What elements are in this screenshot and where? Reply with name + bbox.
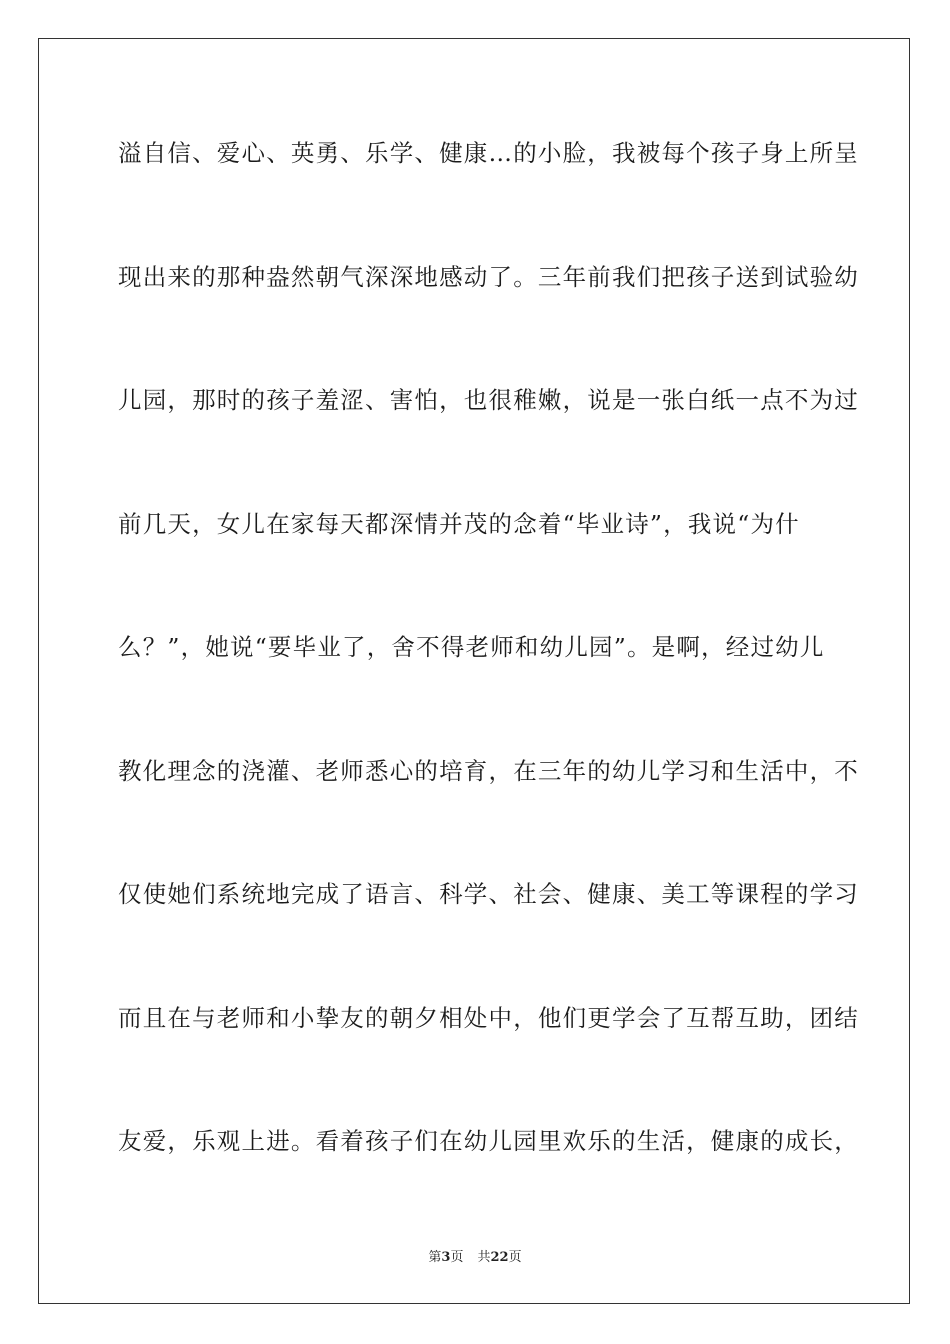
page-footer — [0, 1246, 950, 1265]
text-line-7: 仅使她们系统地完成了语言、科学、社会、健康、美工等课程的学习 — [118, 880, 859, 908]
text-line-2: 现出来的那种盎然朝气深深地感动了。三年前我们把孩子送到试验幼 — [118, 262, 859, 291]
text-line-9: 友爱，乐观上进。看着孩子们在幼儿园里欢乐的生活，健康的成长， — [118, 1127, 859, 1155]
text-line-5: 么？”，她说“要毕业了，舍不得老师和幼儿园”。是啊，经过幼儿 — [118, 633, 825, 661]
text-line-8: 而且在与老师和小挚友的朝夕相处中，他们更学会了互帮互助，团结 — [118, 1003, 859, 1032]
page-suffix: 页 — [450, 1250, 464, 1265]
text-line-1: 溢自信、爱心、英勇、乐学、健康…的小脸，我被每个孩子身上所呈 — [118, 139, 859, 167]
document-body — [118, 130, 859, 1242]
total-suffix: 页 — [508, 1250, 522, 1265]
page-number: 3 — [441, 1250, 451, 1265]
text-line-4: 前几天，女儿在家每天都深情并茂的念着“毕业诗”，我说“为什 — [118, 509, 800, 538]
page-prefix: 第 — [428, 1250, 442, 1265]
text-line-3: 儿园，那时的孩子羞涩、害怕，也很稚嫩，说是一张白纸一点不为过 — [118, 386, 859, 414]
total-prefix: 共 — [477, 1250, 491, 1265]
total-pages: 22 — [490, 1250, 509, 1265]
text-line-6: 教化理念的浇灌、老师悉心的培育，在三年的幼儿学习和生活中，不 — [118, 756, 859, 785]
